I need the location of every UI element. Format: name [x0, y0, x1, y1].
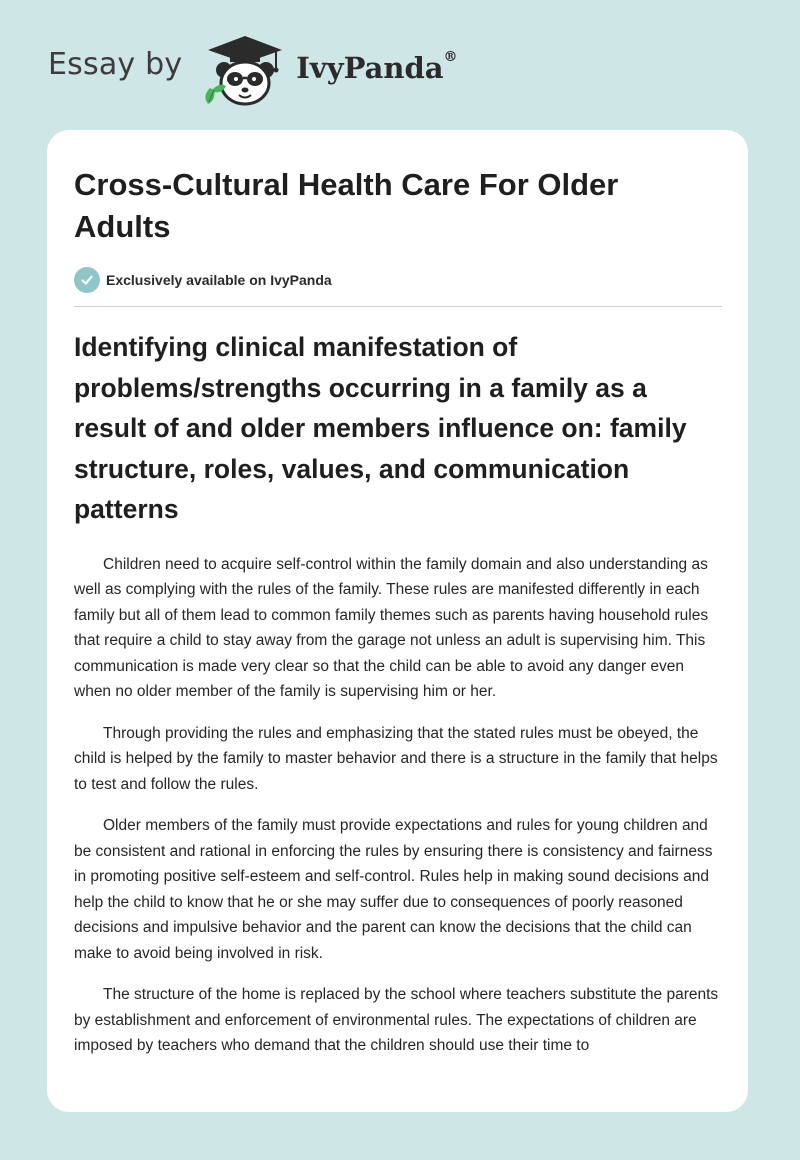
essay-content	[74, 164, 722, 1075]
check-icon	[74, 267, 100, 293]
registered-mark: ®	[443, 49, 458, 66]
essay-by-label: Essay by	[48, 46, 183, 82]
body-paragraph: Children need to acquire self-control within the family domain and also understanding as well as complying with the rules of the family. These rules are manifested differently in each family but all of them lead to common family themes such as parents having household rules that require a child to stay away from the garage not unless an adult is supervising him. This communication is made very clear so that the child can be able to avoid any danger even when no older member of the family is supervising him or her.	[74, 555, 709, 700]
section-heading: Identifying clinical manifestation of problems/strengths occurring in a family as a result of and older members influence on: family structure, roles, values, and communication patterns	[74, 332, 687, 524]
essay-body	[74, 552, 722, 1059]
panda-logo-icon[interactable]	[200, 30, 290, 110]
essay-title: Cross-Cultural Health Care For Older Adults	[74, 167, 619, 244]
site-header	[48, 30, 458, 110]
body-paragraph: Older members of the family must provide expectations and rules for young children and be consistent and rational in enforcing the rules by ensuring there is consistency and fairness in promoting positive self-esteem and self-control. Rules help in making sound decisions and help the child to know that he or she may suffer due to consequences of poorly reasoned decisions and impulsive behavior and the parent can know the decisions that the child can make to avoid being involved in risk.	[74, 817, 713, 962]
body-paragraph: Through providing the rules and emphasizing that the stated rules must be obeyed, the child is helped by the family to master behavior and there is a structure in the family that helps to test and follow the rules.	[74, 724, 718, 793]
exclusive-badge	[74, 266, 722, 294]
body-paragraph: The structure of the home is replaced by the school where teachers substitute the parents by establishment and enforcement of environmental rules. The expectations of children are imposed by teachers who demand that the children should use their time to	[74, 986, 719, 1054]
essay-card	[47, 130, 748, 1112]
title-divider	[74, 306, 722, 307]
brand-label: IvyPanda	[296, 51, 444, 85]
exclusive-badge-text: Exclusively available on IvyPanda	[106, 272, 332, 288]
brand-name[interactable]	[296, 51, 457, 85]
